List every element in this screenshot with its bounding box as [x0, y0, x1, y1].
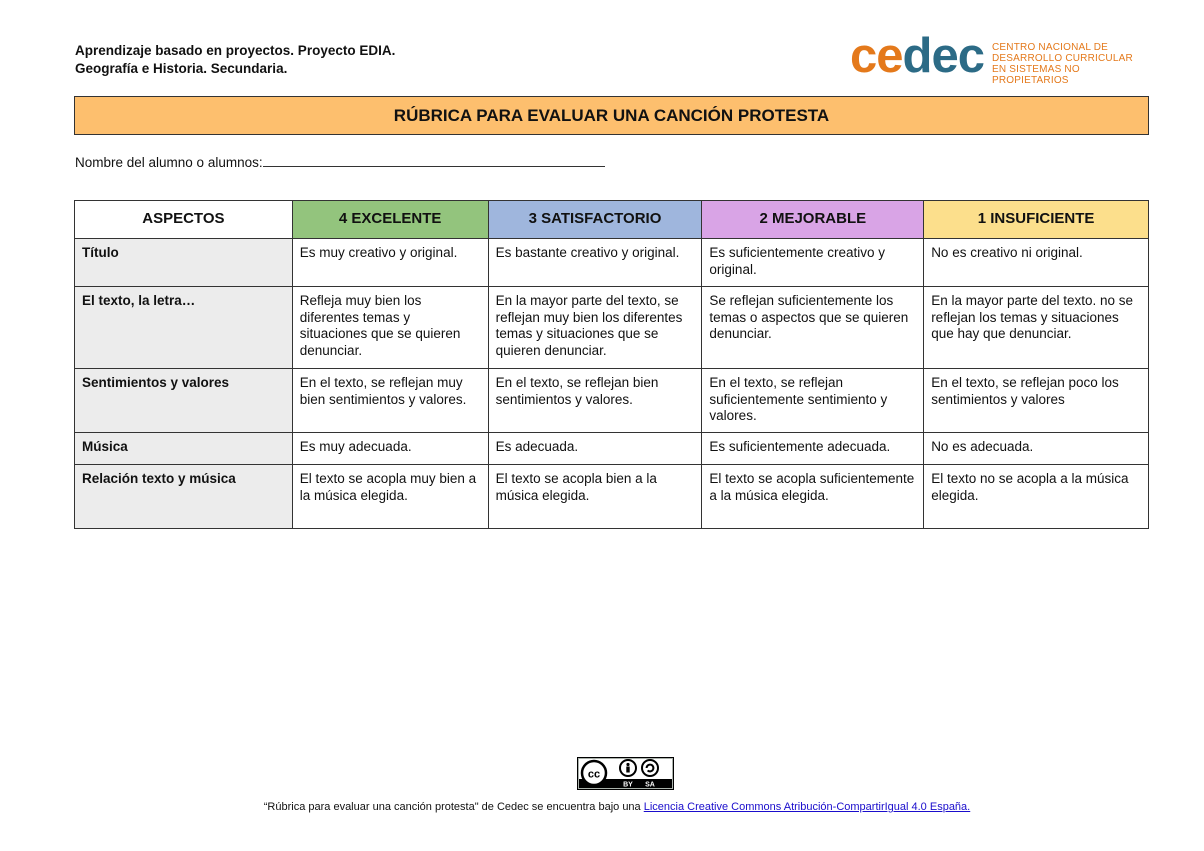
logo-sub-line3: EN SISTEMAS NO PROPIETARIOS: [992, 64, 1080, 86]
level-2-cell: Es suficientemente creativo y original.: [702, 239, 924, 287]
aspect-cell: Sentimientos y valores: [75, 369, 293, 433]
rubric-table: [74, 200, 1149, 529]
rubric-header-row: [75, 201, 1149, 239]
aspect-cell: Música: [75, 433, 293, 465]
table-row: [75, 239, 1149, 287]
logo-sub-line1: CENTRO NACIONAL DE: [992, 42, 1109, 53]
license-link[interactable]: Licencia Creative Commons Atribución-CompartirIgual 4.0 España.: [643, 801, 971, 813]
level-1-cell: No es adecuada.: [924, 433, 1149, 465]
level-2-cell: Es suficientemente adecuada.: [702, 433, 924, 465]
student-name-label: Nombre del alumno o alumnos:: [75, 155, 263, 170]
level-3-cell: En el texto, se reflejan bien sentimientos y valores.: [488, 369, 702, 433]
level-2-cell: Se reflejan suficientemente los temas o aspectos que se quieren denunciar.: [702, 287, 924, 369]
logo-subtitle: [992, 42, 1150, 86]
logo-wordmark: [850, 28, 984, 84]
student-name-blank: [263, 152, 605, 167]
aspect-cell: Título: [75, 239, 293, 287]
level-1-cell: No es creativo ni original.: [924, 239, 1149, 287]
level-1-cell: En la mayor parte del texto. no se reflejan los temas y situaciones que hay que denunciar.: [924, 287, 1149, 369]
header-aspects: ASPECTOS: [75, 201, 293, 239]
header-level-1: 1 INSUFICIENTE: [924, 201, 1149, 239]
header-line-2: Geografía e Historia. Secundaria.: [75, 61, 288, 76]
level-3-cell: Es bastante creativo y original.: [488, 239, 702, 287]
header-level-3: 3 SATISFACTORIO: [488, 201, 702, 239]
level-4-cell: En el texto, se reflejan muy bien sentimientos y valores.: [292, 369, 488, 433]
license-footer: [0, 801, 1204, 813]
level-2-cell: El texto se acopla suficientemente a la música elegida.: [702, 465, 924, 529]
header-line-1: Aprendizaje basado en proyectos. Proyecto EDIA.: [75, 43, 396, 58]
aspect-cell: El texto, la letra…: [75, 287, 293, 369]
level-2-cell: En el texto, se reflejan suficientemente sentimiento y valores.: [702, 369, 924, 433]
student-name-line: [75, 152, 605, 170]
header-level-2: 2 MEJORABLE: [702, 201, 924, 239]
logo-word-part1: ce: [850, 29, 903, 83]
level-4-cell: El texto se acopla muy bien a la música elegida.: [292, 465, 488, 529]
level-4-cell: Es muy adecuada.: [292, 433, 488, 465]
level-3-cell: El texto se acopla bien a la música elegida.: [488, 465, 702, 529]
level-3-cell: En la mayor parte del texto, se reflejan muy bien los diferentes temas y situaciones que se quieren denunciar.: [488, 287, 702, 369]
svg-text:SA: SA: [645, 781, 655, 789]
level-3-cell: Es adecuada.: [488, 433, 702, 465]
table-row: [75, 465, 1149, 529]
cedec-logo: [850, 29, 1150, 86]
svg-text:cc: cc: [587, 768, 601, 781]
table-row: [75, 369, 1149, 433]
table-row: [75, 287, 1149, 369]
rubric-title: RÚBRICA PARA EVALUAR UNA CANCIÓN PROTESTA: [74, 96, 1149, 135]
creative-commons-badge: [577, 757, 674, 790]
level-1-cell: El texto no se acopla a la música elegida.: [924, 465, 1149, 529]
level-4-cell: Refleja muy bien los diferentes temas y situaciones que se quieren denunciar.: [292, 287, 488, 369]
level-1-cell: En el texto, se reflejan poco los sentimientos y valores: [924, 369, 1149, 433]
cc-by-sa-icon: [577, 757, 674, 790]
aspect-cell: Relación texto y música: [75, 465, 293, 529]
level-4-cell: Es muy creativo y original.: [292, 239, 488, 287]
table-row: [75, 433, 1149, 465]
document-header: [75, 42, 395, 78]
logo-sub-line2: DESARROLLO CURRICULAR: [992, 53, 1133, 64]
logo-word-part2: dec: [902, 29, 984, 83]
svg-text:BY: BY: [623, 781, 633, 789]
license-text: “Rúbrica para evaluar una canción protesta" de Cedec se encuentra bajo una: [263, 801, 644, 813]
header-level-4: 4 EXCELENTE: [292, 201, 488, 239]
